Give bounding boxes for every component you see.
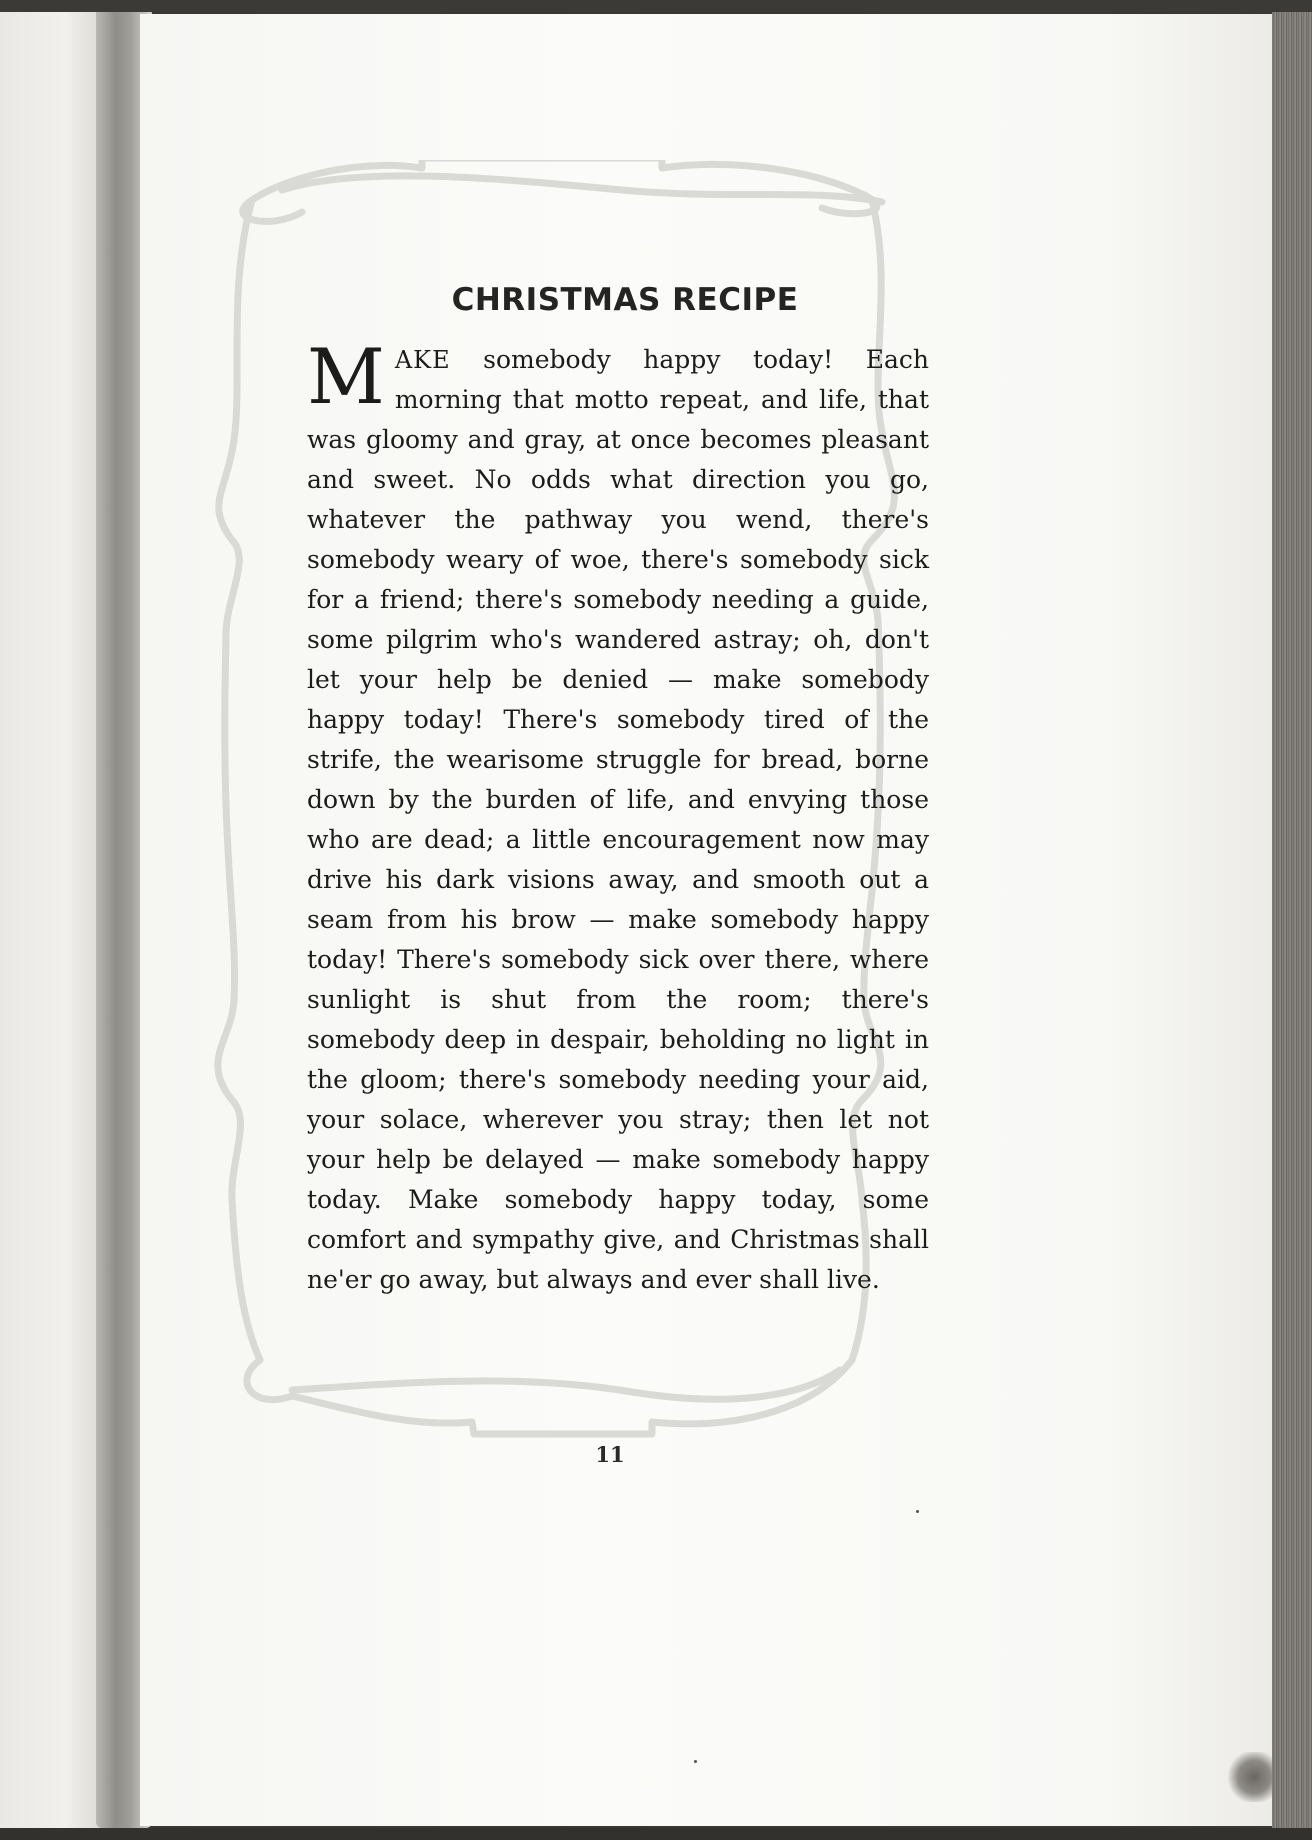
page-title: CHRISTMAS RECIPE [451,282,799,318]
page-number: 11 [595,1442,625,1467]
poem-block [307,282,929,1300]
scan-bottom-border [0,1828,1312,1840]
poem-text: somebody happy today! Each morning that motto repeat, and life, that was gloomy and gray, at once becomes pleasant and sweet. No odds what direction you go, whatever the pathway you wend, there's somebody weary of woe, there's somebody sick for a friend; there's somebody needing a guide, some pilgrim who's wandered astray; oh, don't let your help be denied — make somebody happy today! There's somebody tired of the strife, the wearisome struggle for bread, borne down by the burden of life, and envying those who are dead; a little encouragement now may drive his dark visions away, and smooth out a seam from his brow — make somebody happy today! There's somebody sick over there, where sunlight is shut from the room; there's somebody deep in despair, beholding no light in the gloom; there's somebody needing your aid, your solace, wherever you stray; then let not your help be delayed — make somebody happy today. Make somebody happy today, some comfort and sympathy give, and Christmas shall ne'er go away, but always and ever shall live. [307,345,929,1294]
thumb-shadow [1228,1752,1272,1802]
dust-speck [916,1510,919,1513]
lead-in-word: AKE [394,346,451,374]
scan-top-border [0,0,1312,12]
page-stack-edge [1272,10,1312,1840]
dust-speck [694,1760,697,1763]
poem-body [307,332,929,1300]
facing-page-left [0,0,108,1840]
drop-cap-letter: M [307,332,385,421]
